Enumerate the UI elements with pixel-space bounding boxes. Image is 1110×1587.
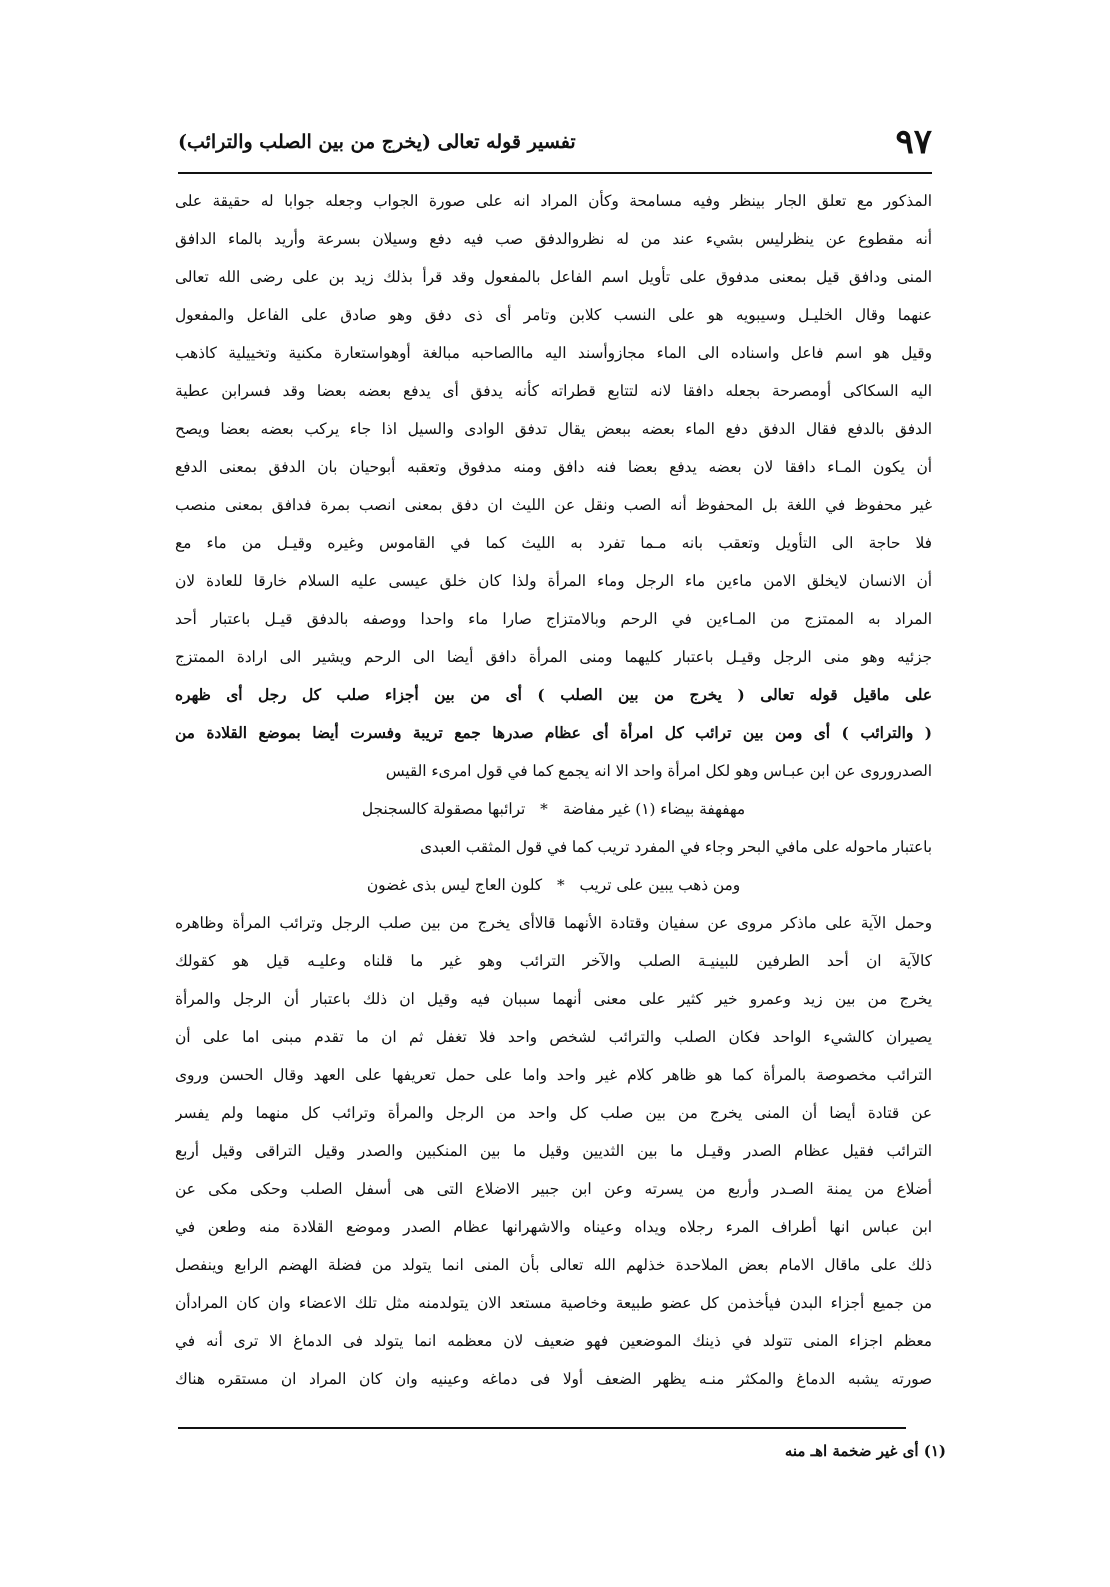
- verse-hemistich: ومن ذهب يبين على تريب: [579, 876, 741, 894]
- verse-hemistich: ترائبها مصقولة كالسجنجل: [361, 800, 526, 818]
- text-line: أضلاع من يمنة الصـدر وأربع من يسرته وعن ابن جبير الاضلاع التى هى أسفل الصلب وحكى مكى عن: [175, 1180, 932, 1198]
- text-line: المنى ودافق قيل بمعنى مدفوق على تأويل اسم الفاعل بالمفعول وقد قرأ بذلك زيد بن على رضى الله تعالى: [175, 268, 932, 286]
- quran-line: على ماقيل قوله تعالى ( يخرج من بين الصلب ) أى من بين أجزاء صلب كل رجل أى ظهره: [175, 686, 932, 704]
- footnote-rule: [178, 1427, 906, 1429]
- text-line: المذكور مع تعلق الجار بينظر وفيه مسامحة وكأن المراد انه على صورة الجواب وجعله جوابا له حقيقة على: [175, 192, 932, 210]
- text-line: كالآية ان أحد الطرفين للبينيـة الصلب والآخر الترائب وهو غير ما قلناه وعليـه قيل هو كقولك: [175, 952, 932, 970]
- poetry-verse: [175, 866, 932, 904]
- text-line: ابن عباس انها أطراف المرء رجلاه ويداه وعيناه والاشهرانها عظام الصدر وموضع القلادة منه وطعن في: [175, 1218, 932, 1236]
- text-line: فلا حاجة الى التأويل وتعقب بانه مـما تفرد به الليث كما في القاموس وغيره وقيـل من ماء مع: [175, 534, 932, 552]
- text-line: الصدروروى عن ابن عبـاس وهو لكل امرأة واحد الا انه يجمع كما في قول امرىء القيس: [385, 762, 932, 780]
- verse-separator: *: [556, 876, 565, 894]
- footnote: (١) أى غير ضخمة اهـ منه: [784, 1442, 946, 1460]
- text-line: معظم اجزاء المنى تتولد في ذينك الموضعين فهو ضعيف لان معظمه انما يتولد فى الدماغ الا ترى أنه في: [175, 1332, 932, 1350]
- header-rule: [178, 172, 932, 174]
- text-line: صورته يشبه الدماغ والمكثر منـه يظهر الضعف أولا فى دماغه وعينيه وان كان المراد ان مستقره هناك: [175, 1370, 932, 1388]
- text-line: أن يكون المـاء دافقا لان بعضه يدفع بعضا فنه دافق ومنه مدفوق وتعقبه أبوحيان بان الدفق بمعنى الدفع: [175, 458, 932, 476]
- text-line: وقيل هو اسم فاعل واسناده الى الماء مجازوأسند اليه ماالصاحبه مبالغة أوهواستعارة مكنية وتخييلية كاذهب: [175, 344, 932, 362]
- text-line: أن الانسان لايخلق الامن ماءين ماء الرجل وماء المرأة ولذا كان خلق عيسى عليه السلام خارقا للعادة لان: [175, 572, 932, 590]
- text-line: أنه مقطوع عن ينظرليس بشيء عند من له نظروالدفق صب فيه دفع وسيلان بسرعة وأريد بالماء الدافق: [175, 230, 932, 248]
- text-line: وحمل الآية على ماذكر مروى عن سفيان وقتادة الأنهما قالاأى يخرج من بين صلب الرجل وترائب المرأة وظاهره: [175, 914, 932, 932]
- text-line: المراد به الممتزج من المـاءين في الرحم وبالامتزاج صارا ماء واحدا ووصفه بالدفق قيـل باعتبار أحد: [175, 610, 932, 628]
- verse-hemistich: كلون العاج ليس بذى غضون: [366, 876, 543, 894]
- running-title: تفسير قوله تعالى (يخرج من بين الصلب والترائب): [178, 130, 576, 153]
- text-line: غير محفوظ في اللغة بل المحفوظ أنه الصب ونقل عن الليث ان دفق بمعنى انصب بمرة فدافق بمعنى منصب: [175, 496, 932, 514]
- poetry-verse: [175, 790, 932, 828]
- verse-separator: *: [540, 800, 548, 818]
- quran-line: ( والترائب ) أى ومن بين ترائب كل امرأة أى عظام صدرها جمع تريبة وفسرت أيضا بموضع القلادة من: [175, 724, 932, 742]
- text-line: ذلك على ماقال الامام بعض الملاحدة خذلهم الله تعالى بأن المنى انما يتولد من فضلة الهضم الرابع وينفصل: [175, 1256, 932, 1274]
- text-line: الترائب مخصوصة بالمرأة كما هو ظاهر كلام غير واحد واما على حمل تعريفها على العهد وقال الحسن وروى: [175, 1066, 932, 1084]
- main-text: [175, 182, 932, 1398]
- text-line: جزئيه وهو منى الرجل وقيـل باعتبار كليهما ومنى المرأة دافق أيضا الى الرحم ويشير الى ارادة الممتزج: [175, 648, 932, 666]
- text-line: عن قتادة أيضا أن المنى يخرج من بين صلب كل واحد من الرجل والمرأة وترائب كل منهما ولم يفسر: [175, 1104, 932, 1122]
- page-number: ٩٧: [895, 122, 932, 162]
- text-line: اليه السكاكى أومصرحة بجعله دافقا لانه لتتابع قطراته كأنه يدفق أى يدفع بعضه بعضا وقد فسرابن عطية: [175, 382, 932, 400]
- text-line: يخرج من بين زيد وعمرو خير كثير على معنى أنهما سببان فيه وقيل ان ذلك باعتبار أن الرجل والمرأة: [175, 990, 932, 1008]
- text-line: يصيران كالشيء الواحد فكان الصلب والترائب لشخص واحد فلا تغفل ثم ان ما تقدم مبنى اما على أن: [175, 1028, 932, 1046]
- verse-hemistich: مهفهفة بيضاء (١) غير مفاضة: [562, 800, 746, 818]
- text-line: باعتبار ماحوله على مافي البحر وجاء في المفرد تريب كما في قول المثقب العبدى: [419, 838, 932, 856]
- page-header: [178, 118, 932, 166]
- text-line: الدفق بالدفع فقال الدفق دفع الماء بعضه ببعض يقال تدفق الوادى والسيل اذا جاء يركب بعضه بعضا ويصح: [175, 420, 932, 438]
- text-line: من جميع أجزاء البدن فيأخذمن كل عضو طبيعة وخاصية مستعد الان يتولدمنه مثل تلك الاعضاء وان كان المرادأن: [175, 1294, 932, 1312]
- text-line: عنهما وقال الخليـل وسيبويه هو على النسب كلابن وتامر أى ذى دفق وهو صادق على الفاعل والمفعول: [175, 306, 932, 324]
- text-line: الترائب فقيل عظام الصدر وقيـل ما بين الثديين وقيل ما بين المنكبين والصدر وقيل التراقى وقيل أربع: [175, 1142, 932, 1160]
